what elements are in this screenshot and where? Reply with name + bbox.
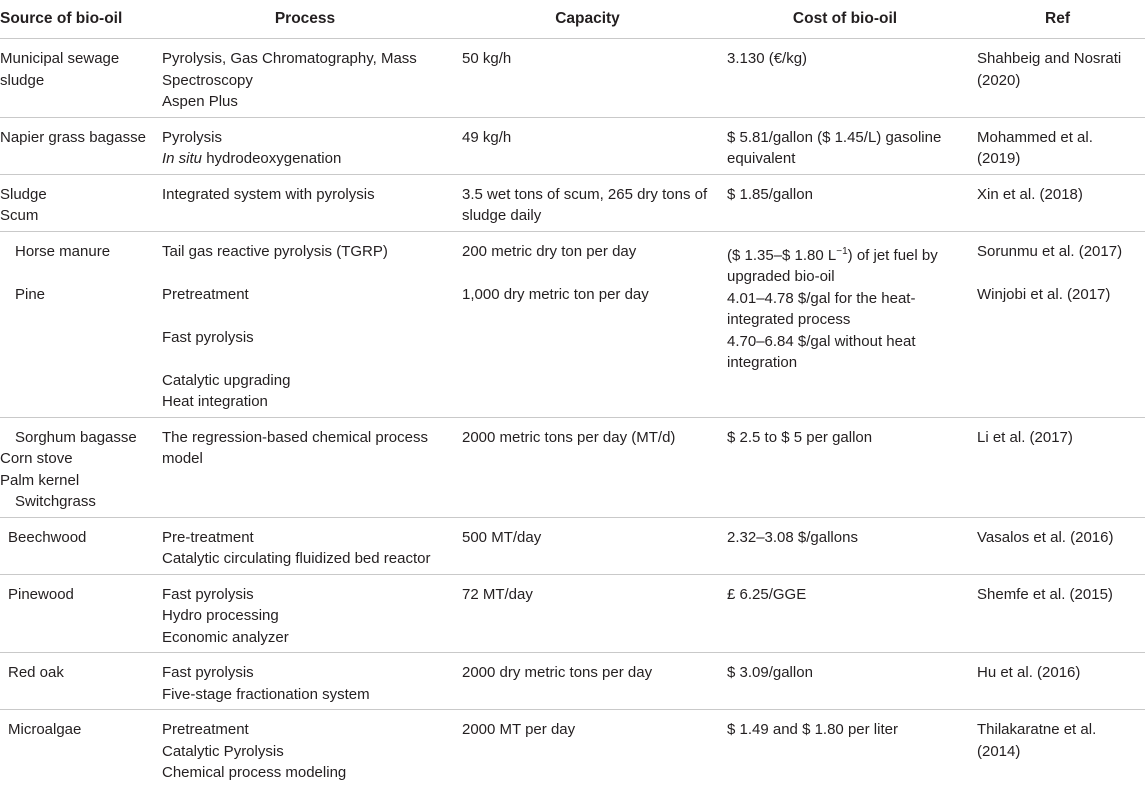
source-cell — [0, 231, 155, 417]
process-text: Chemical process modeling — [162, 764, 347, 781]
source-cell — [0, 117, 155, 174]
capacity-text: 50 kg/h — [462, 50, 512, 67]
capacity-text: 2000 dry metric tons per day — [462, 664, 653, 681]
cost-cell — [720, 517, 970, 574]
process-text: Fast pyrolysis — [162, 585, 254, 603]
capacity-cell — [455, 574, 720, 653]
source-text: Sorghum bagasse — [15, 428, 137, 446]
capacity-text: 49 kg/h — [462, 128, 512, 146]
capacity-cell — [455, 517, 720, 574]
source-cell — [0, 517, 155, 574]
capacity-text: 3.5 wet tons of scum, 265 dry tons of sludge daily — [462, 185, 708, 224]
ref-cell — [970, 517, 1145, 574]
header-row — [0, 0, 1145, 39]
cost-cell — [720, 117, 970, 174]
ref-text: Vasalos et al. (2016) — [977, 528, 1114, 546]
table-row — [0, 39, 1145, 118]
process-text: Catalytic circulating fluidized bed reactor — [162, 550, 431, 567]
table-row — [0, 174, 1145, 231]
cost-text: 2.32–3.08 $/gallons — [727, 528, 858, 546]
source-text: Horse manure — [15, 242, 111, 260]
capacity-cell — [455, 231, 720, 417]
process-cell — [155, 174, 455, 231]
process-cell — [155, 710, 455, 788]
ref-cell — [970, 653, 1145, 710]
process-cell — [155, 417, 455, 517]
capacity-cell — [455, 117, 720, 174]
ref-cell — [970, 117, 1145, 174]
cost-text: 3.130 (€/kg) — [727, 50, 808, 67]
cost-prefix-text: ($ 1.35–$ 1.80 L — [727, 246, 837, 264]
cost-text: $ 1.49 and $ 1.80 per liter — [727, 721, 898, 738]
source-text: Palm kernel — [0, 471, 80, 489]
capacity-text: 500 MT/day — [462, 528, 542, 546]
capacity-text: 2000 MT per day — [462, 721, 576, 738]
source-text: Switchgrass — [15, 493, 96, 510]
process-cell — [155, 39, 455, 118]
cost-text: $ 3.09/gallon — [727, 664, 813, 681]
table-row — [0, 117, 1145, 174]
capacity-cell — [455, 653, 720, 710]
process-text: Hydro processing — [162, 607, 279, 624]
source-text: Microalgae — [8, 721, 82, 738]
source-text: Napier grass bagasse — [0, 128, 146, 146]
capacity-text: 72 MT/day — [462, 585, 533, 603]
process-cell — [155, 117, 455, 174]
capacity-cell — [455, 710, 720, 788]
source-cell — [0, 710, 155, 788]
process-text: Pretreatment — [162, 721, 249, 738]
cost-text: $ 1.85/gallon — [727, 185, 813, 203]
source-cell — [0, 653, 155, 710]
cost-cell — [720, 574, 970, 653]
header-ref: Ref — [970, 0, 1145, 39]
ref-text: Xin et al. (2018) — [977, 185, 1083, 203]
header-process: Process — [155, 0, 455, 39]
cost-text: $ 5.81/gallon ($ 1.45/L) gasoline equivalent — [727, 128, 942, 167]
ref-text: Mohammed et al. (2019) — [977, 128, 1093, 167]
capacity-cell — [455, 174, 720, 231]
source-text: Scum — [0, 207, 39, 224]
cost-cell — [720, 231, 970, 417]
ref-cell — [970, 174, 1145, 231]
ref-text: Shemfe et al. (2015) — [977, 585, 1113, 603]
table-row — [0, 710, 1145, 788]
cost-text: 4.70–6.84 $/gal without heat integration — [727, 332, 916, 371]
process-text: Aspen Plus — [162, 93, 238, 110]
ref-text: Shahbeig and Nosrati (2020) — [977, 50, 1122, 89]
process-text: Heat integration — [162, 393, 268, 410]
process-text: Integrated system with pyrolysis — [162, 185, 375, 203]
capacity-cell — [455, 39, 720, 118]
source-text: Red oak — [8, 664, 64, 681]
cost-cell — [720, 417, 970, 517]
cost-text: £ 6.25/GGE — [727, 585, 807, 603]
source-text: Pine — [15, 285, 46, 303]
process-text: Fast pyrolysis — [162, 664, 254, 681]
table-row — [0, 231, 1145, 417]
cost-text: $ 2.5 to $ 5 per gallon — [727, 428, 873, 446]
ref-cell — [970, 231, 1145, 417]
source-text: Municipal sewage sludge — [0, 50, 120, 89]
source-text: Corn stove — [0, 450, 73, 467]
ref-cell — [970, 417, 1145, 517]
source-cell — [0, 39, 155, 118]
process-text: Five-stage fractionation system — [162, 685, 370, 703]
capacity-text: 1,000 dry metric ton per day — [462, 285, 649, 303]
process-italic-text: In situ — [162, 150, 203, 167]
source-text: Pinewood — [8, 585, 74, 603]
capacity-cell — [455, 417, 720, 517]
cost-text: 4.01–4.78 $/gal for the heat-integrated process — [727, 289, 916, 328]
process-cell — [155, 653, 455, 710]
table-row — [0, 517, 1145, 574]
source-text: Beechwood — [8, 528, 87, 546]
process-text — [162, 148, 449, 170]
process-text: The regression-based chemical process model — [162, 428, 428, 467]
ref-text: Sorunmu et al. (2017) — [977, 242, 1123, 260]
cost-cell — [720, 710, 970, 788]
process-text: Pre-treatment — [162, 528, 254, 546]
ref-cell — [970, 574, 1145, 653]
header-capacity: Capacity — [455, 0, 720, 39]
source-cell — [0, 574, 155, 653]
cost-suffix-text: ) of jet fuel by upgraded bio-oil — [727, 246, 938, 285]
ref-cell — [970, 710, 1145, 788]
source-text: Sludge — [0, 185, 47, 203]
cost-sup-text: −1 — [836, 245, 848, 257]
ref-text: Winjobi et al. (2017) — [977, 285, 1111, 303]
process-text: Fast pyrolysis — [162, 328, 254, 346]
header-source: Source of bio-oil — [0, 0, 155, 39]
table-row — [0, 653, 1145, 710]
ref-text: Thilakaratne et al. (2014) — [977, 721, 1097, 760]
cost-cell — [720, 174, 970, 231]
process-text: Catalytic upgrading — [162, 371, 291, 389]
process-text: Pyrolysis — [162, 128, 223, 146]
ref-text: Hu et al. (2016) — [977, 664, 1081, 681]
cost-cell — [720, 653, 970, 710]
table-row — [0, 417, 1145, 517]
cost-text — [727, 241, 964, 288]
capacity-text: 200 metric dry ton per day — [462, 242, 637, 260]
process-cell — [155, 574, 455, 653]
process-text: Tail gas reactive pyrolysis (TGRP) — [162, 242, 388, 260]
ref-cell — [970, 39, 1145, 118]
process-text: Pretreatment — [162, 285, 249, 303]
ref-text: Li et al. (2017) — [977, 428, 1073, 446]
table-row — [0, 574, 1145, 653]
process-cell — [155, 517, 455, 574]
cost-cell — [720, 39, 970, 118]
capacity-text: 2000 metric tons per day (MT/d) — [462, 428, 676, 446]
process-text: Catalytic Pyrolysis — [162, 742, 284, 760]
process-cell — [155, 231, 455, 417]
source-cell — [0, 174, 155, 231]
process-text: Economic analyzer — [162, 628, 289, 646]
process-rest-text: hydrodeoxygenation — [202, 150, 342, 167]
source-cell — [0, 417, 155, 517]
process-text: Pyrolysis, Gas Chromatography, Mass Spectroscopy — [162, 50, 417, 89]
header-cost: Cost of bio-oil — [720, 0, 970, 39]
